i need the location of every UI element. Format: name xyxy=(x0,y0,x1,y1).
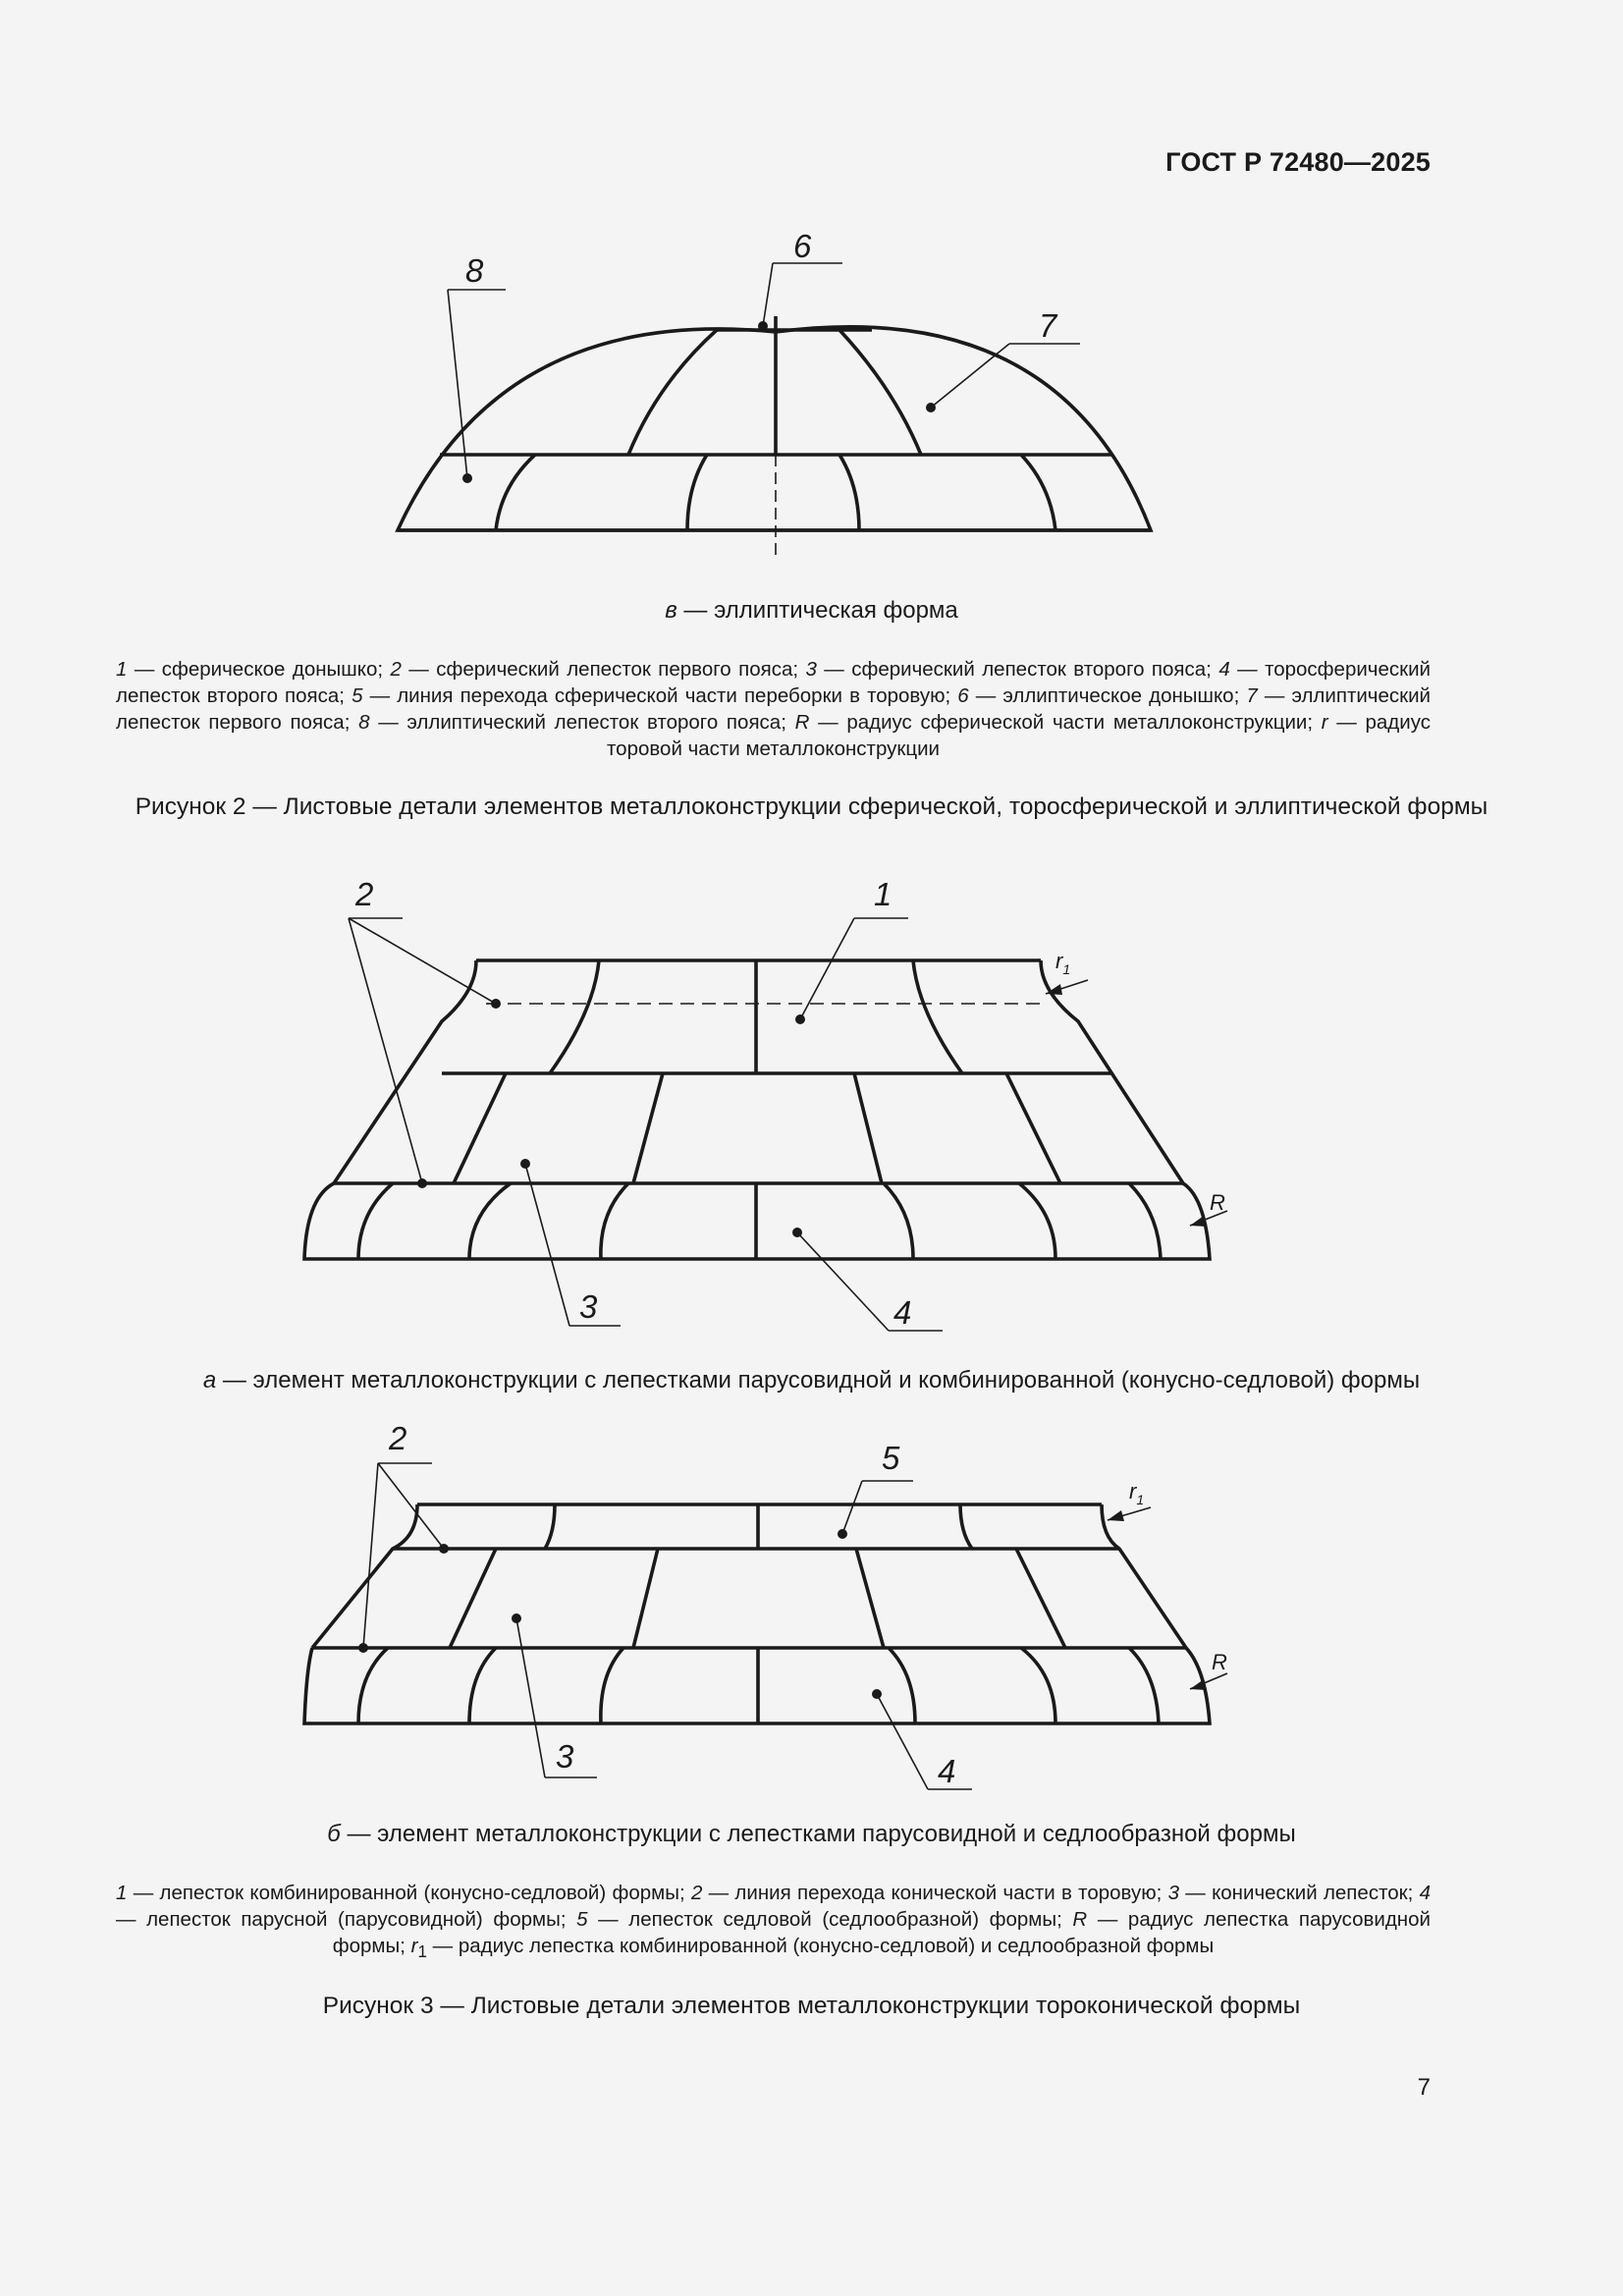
callout-2-a: 2 xyxy=(355,876,374,912)
legend-key: 1 xyxy=(116,658,128,681)
legend-key: R xyxy=(794,711,810,734)
legend-text: — радиус лепестка парусовидной формы; xyxy=(332,1908,1431,1957)
document-code: ГОСТ Р 72480—2025 xyxy=(1165,147,1431,177)
callout-1-a: 1 xyxy=(874,876,893,912)
legend-text: — радиус лепестка комбинированной (конусно-седловой) и седлообразной формы xyxy=(426,1935,1215,1957)
figure3-legend xyxy=(116,1880,1431,1965)
legend-text: — линия перехода конической части в торовую; xyxy=(702,1882,1168,1904)
legend-key: 8 xyxy=(358,711,370,734)
legend-key: r xyxy=(410,1935,418,1957)
legend-key: 7 xyxy=(1246,684,1258,707)
callout-3-a: 3 xyxy=(579,1288,598,1325)
legend-entry xyxy=(576,1908,1072,1931)
legend-text: — радиус торовой части металлоконструкции xyxy=(607,711,1431,760)
legend-key: 5 xyxy=(352,684,363,707)
legend-key: R xyxy=(1072,1908,1088,1931)
legend-entry xyxy=(116,1882,691,1904)
callout-4-b: 4 xyxy=(938,1753,956,1789)
legend-text: — эллиптический лепесток первого пояса; xyxy=(116,684,1431,734)
legend-key: 4 xyxy=(1218,658,1230,681)
legend-text: — сферический лепесток первого пояса; xyxy=(401,658,806,681)
legend-key: 4 xyxy=(1419,1882,1431,1904)
callout-2-b: 2 xyxy=(389,1420,407,1456)
r1-label-a: $r_1$ xyxy=(1055,949,1071,977)
legend-key-subscript: 1 xyxy=(417,1942,427,1962)
legend-key: 2 xyxy=(690,1882,703,1904)
legend-key: 1 xyxy=(116,1882,128,1904)
figure3b-sub-caption: б — элемент металлоконструкции с лепестками парусовидной и седлообразной формы xyxy=(327,1821,1296,1847)
legend-text: — лепесток комбинированной (конусно-седловой) формы; xyxy=(127,1882,691,1904)
figure3-caption: Рисунок 3 — Листовые детали элементов металлоконструкции тороконической формы xyxy=(322,1993,1301,2019)
legend-key: r xyxy=(1321,711,1328,734)
legend-key: 2 xyxy=(390,658,402,681)
legend-text: — сферический лепесток второго пояса; xyxy=(816,658,1219,681)
R-label-b: R xyxy=(1212,1650,1227,1674)
legend-text: — конический лепесток; xyxy=(1179,1882,1420,1904)
legend-text: — сферическое донышко; xyxy=(127,658,391,681)
callout-7: 7 xyxy=(1039,307,1057,344)
figure3a-sub-caption: а — элемент металлоконструкции с лепестками парусовидной и комбинированной (конусно-седловой) формы xyxy=(202,1367,1421,1394)
legend-text: — эллиптический лепесток второго пояса; xyxy=(369,711,795,734)
callout-8: 8 xyxy=(465,252,484,289)
legend-text: — лепесток парусной (парусовидной) формы; xyxy=(116,1908,577,1931)
legend-text: — эллиптическое донышко; xyxy=(968,684,1247,707)
legend-key: 3 xyxy=(805,658,817,681)
page-number: 7 xyxy=(1417,2074,1431,2101)
callout-6: 6 xyxy=(793,228,812,264)
legend-text: — лепесток седловой (седлообразной) формы; xyxy=(587,1908,1073,1931)
callout-4-a: 4 xyxy=(893,1294,912,1331)
legend-text: — торосферический лепесток второго пояса; xyxy=(116,658,1431,707)
R-label-a: R xyxy=(1210,1190,1225,1215)
r1-label-b: $r_1$ xyxy=(1129,1479,1145,1507)
callout-3-b: 3 xyxy=(556,1738,574,1775)
callout-5-b: 5 xyxy=(882,1440,900,1476)
legend-text: — радиус сферической части металлоконструкции; xyxy=(809,711,1322,734)
legend-key: 3 xyxy=(1167,1882,1179,1904)
figure2-caption: Рисунок 2 — Листовые детали элементов металлоконструкции сферической, торосферической и эллиптической формы xyxy=(135,793,1488,820)
legend-entry xyxy=(410,1935,1215,1962)
legend-entry xyxy=(1168,1882,1420,1904)
legend-key: 5 xyxy=(576,1908,588,1931)
legend-text: — линия перехода сферической части переборки в торовую; xyxy=(362,684,958,707)
figure2-sub-caption: в — эллиптическая форма xyxy=(665,597,958,624)
legend-entry xyxy=(691,1882,1168,1904)
legend-key: 6 xyxy=(957,684,969,707)
